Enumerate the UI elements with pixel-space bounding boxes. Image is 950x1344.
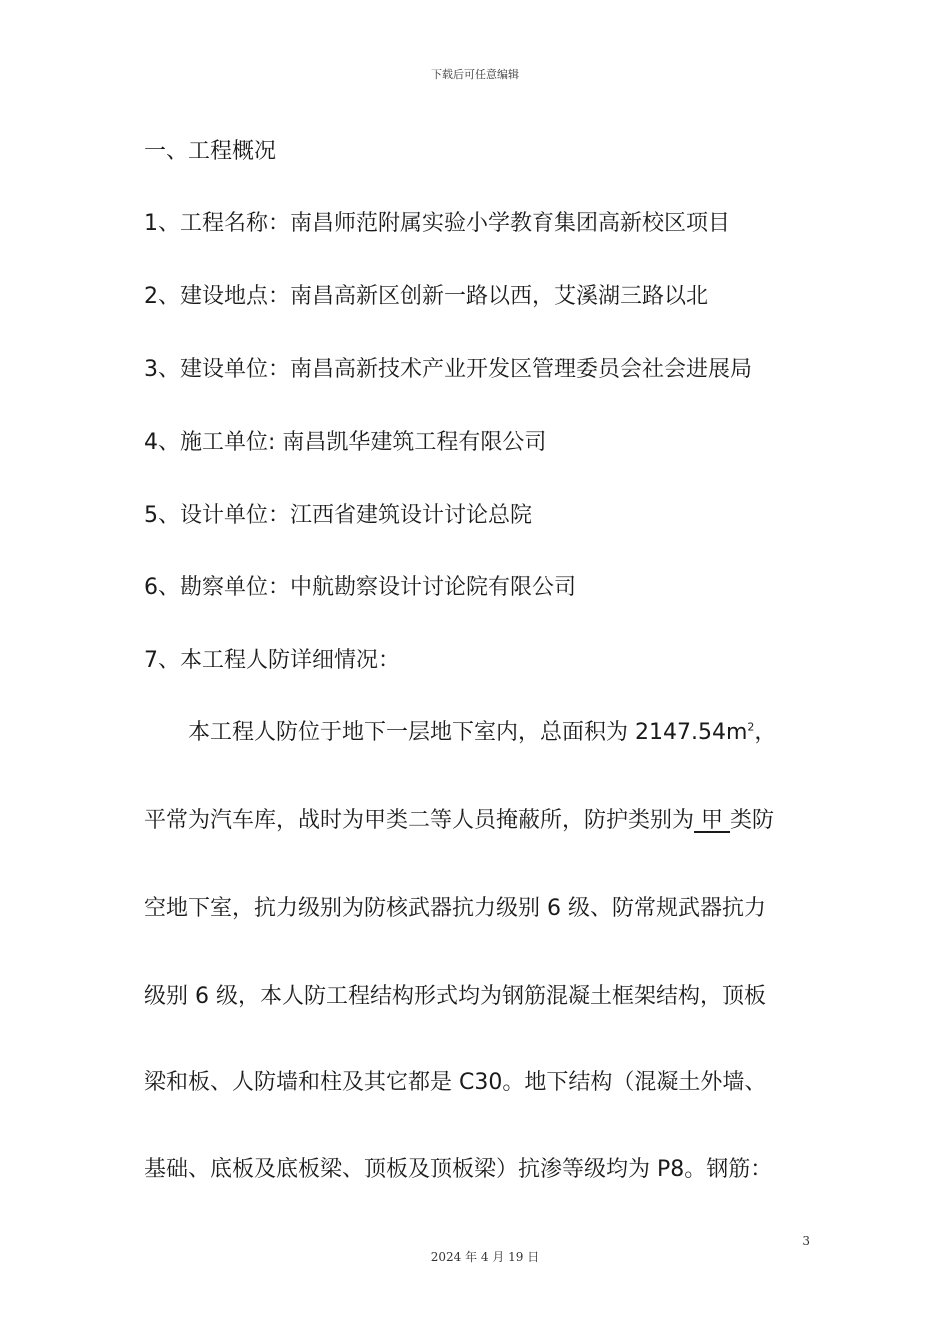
paragraph-line-3: 空地下室，抗力级别为防核武器抗力级别 6 级、防常规武器抗力 xyxy=(144,896,766,921)
section-title: 一、工程概况 xyxy=(144,139,277,164)
item-design-unit: 5、设计单位：江西省建筑设计讨论总院 xyxy=(144,503,532,528)
item-survey-unit: 6、勘察单位：中航勘察设计讨论院有限公司 xyxy=(144,575,576,600)
area-text: 本工程人防位于地下一层地下室内，总面积为 2147.54m xyxy=(188,720,748,745)
paragraph-line-6: 基础、底板及底板梁、顶板及顶板梁）抗渗等级均为 P8。钢筋： xyxy=(144,1157,773,1182)
item-construction-site: 2、建设地点：南昌高新区创新一路以西，艾溪湖三路以北 xyxy=(144,284,708,309)
protection-text-before: 平常为汽车库，战时为甲类二等人员掩蔽所，防护类别为 xyxy=(144,808,695,833)
area-text-end: ， xyxy=(754,720,777,745)
paragraph-line-2 xyxy=(144,806,808,836)
paragraph-line-1 xyxy=(188,718,808,748)
item-owner-unit: 3、建设单位：南昌高新技术产业开发区管理委员会社会进展局 xyxy=(144,357,752,382)
protection-text-after: 类防 xyxy=(730,808,775,833)
paragraph-line-4: 级别 6 级，本人防工程结构形式均为钢筋混凝土框架结构，顶板 xyxy=(144,984,766,1009)
item-contractor-unit: 4、施工单位: 南昌凯华建筑工程有限公司 xyxy=(144,430,547,455)
protection-class-underlined: 甲 xyxy=(694,808,731,833)
paragraph-line-5: 梁和板、人防墙和柱及其它都是 C30。地下结构（混凝土外墙、 xyxy=(144,1070,767,1095)
area-unit-superscript: 2 xyxy=(747,720,755,734)
item-project-name: 1、工程名称：南昌师范附属实验小学教育集团高新校区项目 xyxy=(144,211,730,236)
page-footer-date: 2024 年 4 月 19 日 xyxy=(430,1250,540,1264)
item-civil-defense-heading: 7、本工程人防详细情况： xyxy=(144,648,400,673)
page-number: 3 xyxy=(802,1234,810,1248)
page-header: 下载后可任意编辑 xyxy=(431,68,519,81)
